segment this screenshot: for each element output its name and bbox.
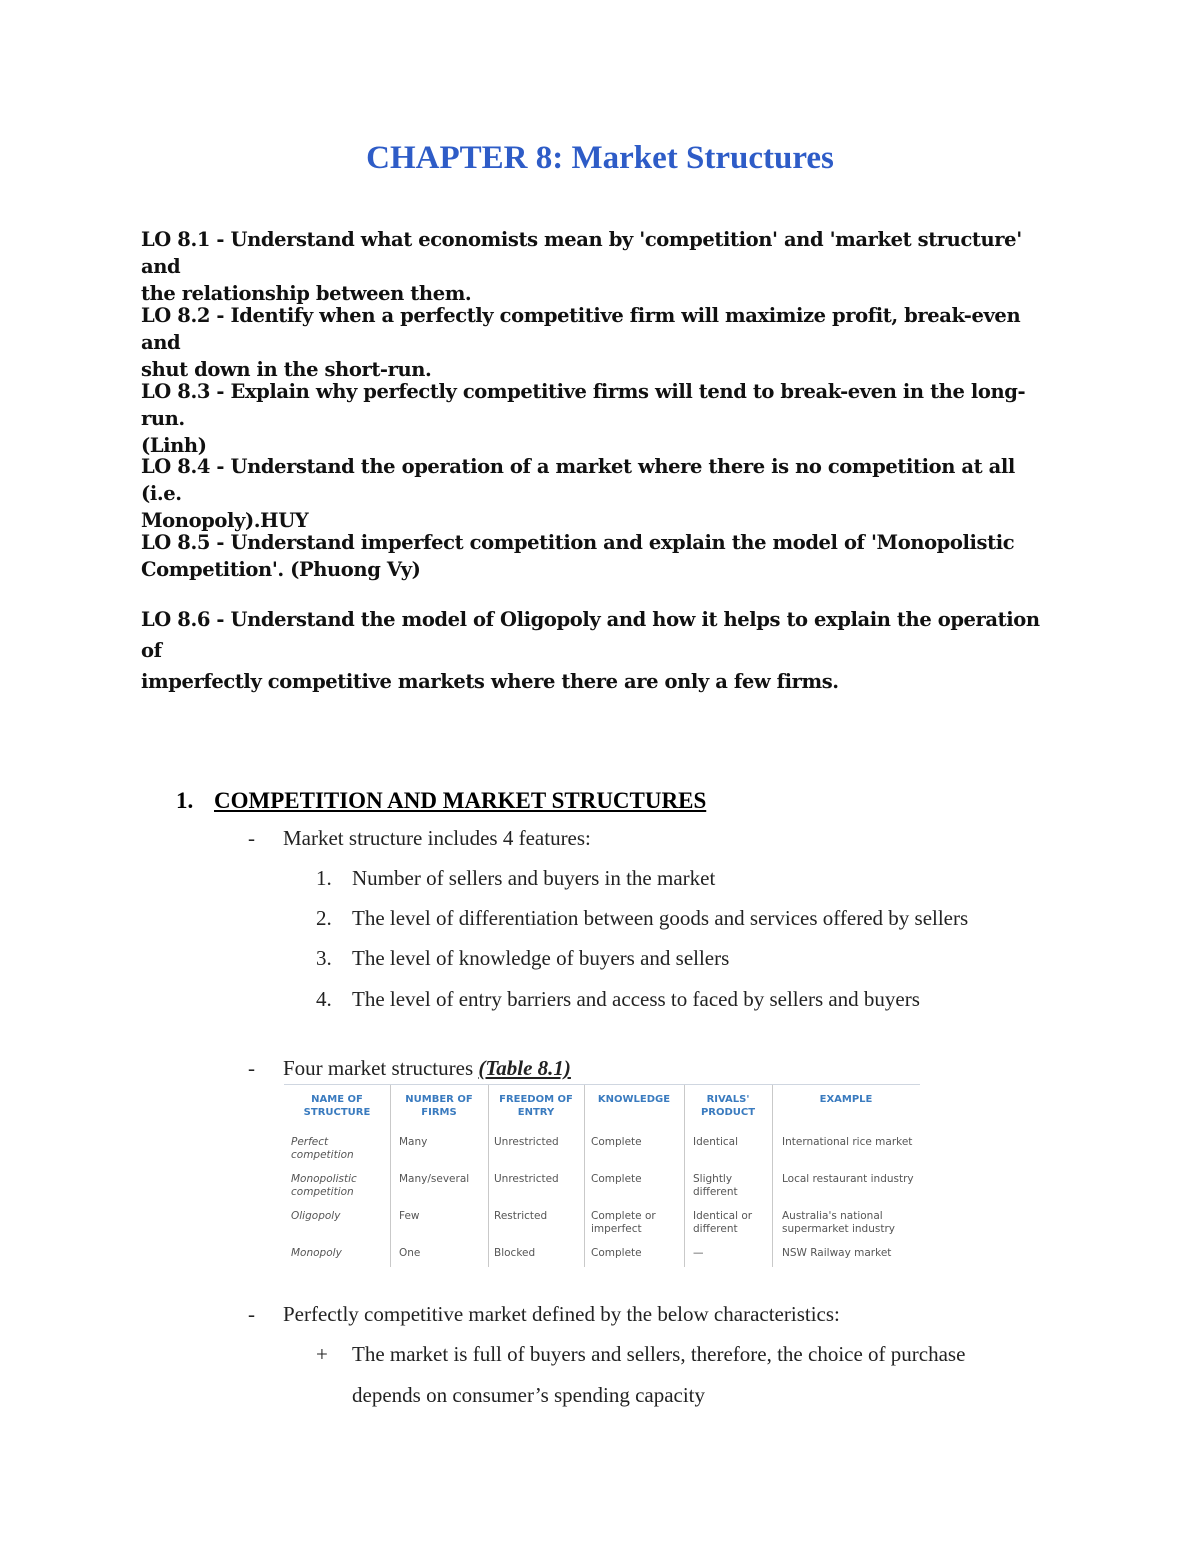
table-cell: NSW Railway market <box>782 1247 892 1259</box>
learning-outcome-8-1 <box>141 226 1061 307</box>
table-cell: Complete <box>591 1247 642 1259</box>
table-cell: Many <box>399 1136 428 1148</box>
learning-outcome-8-6 <box>141 604 1061 697</box>
bullet-text <box>283 1056 571 1081</box>
chapter-title: CHAPTER 8: Market Structures <box>366 140 834 176</box>
table-cell: Blocked <box>494 1247 536 1259</box>
section-title: COMPETITION AND MARKET STRUCTURES <box>214 788 707 813</box>
table-header: EXAMPLE <box>819 1094 873 1105</box>
table-cell: Complete or imperfect <box>591 1210 656 1235</box>
lo-line: LO 8.1 - Understand what economists mean by 'competition' and 'market structure' and <box>141 228 1022 278</box>
lo-line: LO 8.3 - Explain why perfectly competitive firms will tend to break-even in the long-run. <box>141 380 1026 430</box>
list-number: 4. <box>316 987 332 1011</box>
table-cell: Few <box>399 1210 420 1222</box>
sub-bullet-line: depends on consumer’s spending capacity <box>352 1383 706 1407</box>
column-divider <box>772 1085 773 1267</box>
table-cell: Identical <box>693 1136 739 1148</box>
table-header: NUMBER OF FIRMS <box>405 1094 473 1118</box>
table-cell: Complete <box>591 1136 642 1148</box>
table-header: KNOWLEDGE <box>597 1094 671 1105</box>
lo-line: the relationship between them. <box>141 282 472 305</box>
list-number: 1. <box>316 866 332 890</box>
table-cell: Complete <box>591 1173 642 1185</box>
dash-marker: - <box>248 1302 255 1326</box>
table-cell: Australia's national supermarket industry <box>782 1210 895 1235</box>
section-number: 1. <box>176 788 194 813</box>
list-number: 2. <box>316 906 332 930</box>
table-cell: One <box>399 1247 421 1259</box>
list-item: The level of knowledge of buyers and sellers <box>352 946 730 970</box>
table-cell: Many/several <box>399 1173 470 1185</box>
list-item: The level of differentiation between goods and services offered by sellers <box>352 906 969 930</box>
table-cell: Oligopoly <box>291 1210 341 1222</box>
dash-marker: - <box>248 826 255 850</box>
lo-line: shut down in the short-run. <box>141 358 432 381</box>
lo-line: Competition'. (Phuong Vy) <box>141 558 421 581</box>
list-item: Number of sellers and buyers in the market <box>352 866 716 890</box>
table-cell: Monopolistic competition <box>291 1173 357 1198</box>
sub-bullet-line: The market is full of buyers and sellers, therefore, the choice of purchase <box>352 1342 966 1366</box>
market-structures-table <box>284 1084 920 1267</box>
table-cell: Unrestricted <box>494 1173 559 1185</box>
bullet-text: Market structure includes 4 features: <box>283 826 591 850</box>
list-number: 3. <box>316 946 332 970</box>
lo-line: Monopoly).HUY <box>141 509 309 532</box>
learning-outcome-8-4 <box>141 453 1061 534</box>
table-reference: (Table 8.1) <box>478 1056 571 1080</box>
table-cell: Slightly different <box>693 1173 738 1198</box>
section-heading <box>176 788 706 814</box>
table-cell: Unrestricted <box>494 1136 559 1148</box>
lo-line: LO 8.6 - Understand the model of Oligopoly and how it helps to explain the operation of <box>141 608 1040 662</box>
table-cell: — <box>693 1247 704 1259</box>
lo-line: LO 8.4 - Understand the operation of a market where there is no competition at all (i.e. <box>141 455 1015 505</box>
table-cell: Restricted <box>494 1210 548 1222</box>
table-cell: International rice market <box>782 1136 913 1148</box>
column-divider <box>584 1085 585 1267</box>
learning-outcome-8-2 <box>141 302 1061 383</box>
learning-outcome-8-5 <box>141 529 1061 583</box>
table-cell: Local restaurant industry <box>782 1173 914 1185</box>
list-item: The level of entry barriers and access to faced by sellers and buyers <box>352 987 920 1011</box>
bullet-text: Perfectly competitive market defined by the below characteristics: <box>283 1302 840 1326</box>
dash-marker: - <box>248 1056 255 1080</box>
table-header: NAME OF STRUCTURE <box>303 1094 371 1118</box>
table-cell: Monopoly <box>291 1247 342 1259</box>
bullet-text-prefix: Four market structures <box>283 1056 479 1080</box>
lo-line: (Linh) <box>141 434 207 457</box>
table-header: RIVALS' PRODUCT <box>700 1094 756 1118</box>
table-cell: Perfect competition <box>291 1136 354 1161</box>
table-cell: Identical or different <box>693 1210 753 1235</box>
table-header: FREEDOM OF ENTRY <box>499 1094 573 1118</box>
lo-line: LO 8.5 - Understand imperfect competition and explain the model of 'Monopolistic <box>141 531 1015 554</box>
learning-outcome-8-3 <box>141 378 1061 459</box>
lo-line: LO 8.2 - Identify when a perfectly competitive firm will maximize profit, break-even and <box>141 304 1021 354</box>
lo-line: imperfectly competitive markets where there are only a few firms. <box>141 670 839 693</box>
plus-marker: + <box>316 1342 328 1366</box>
